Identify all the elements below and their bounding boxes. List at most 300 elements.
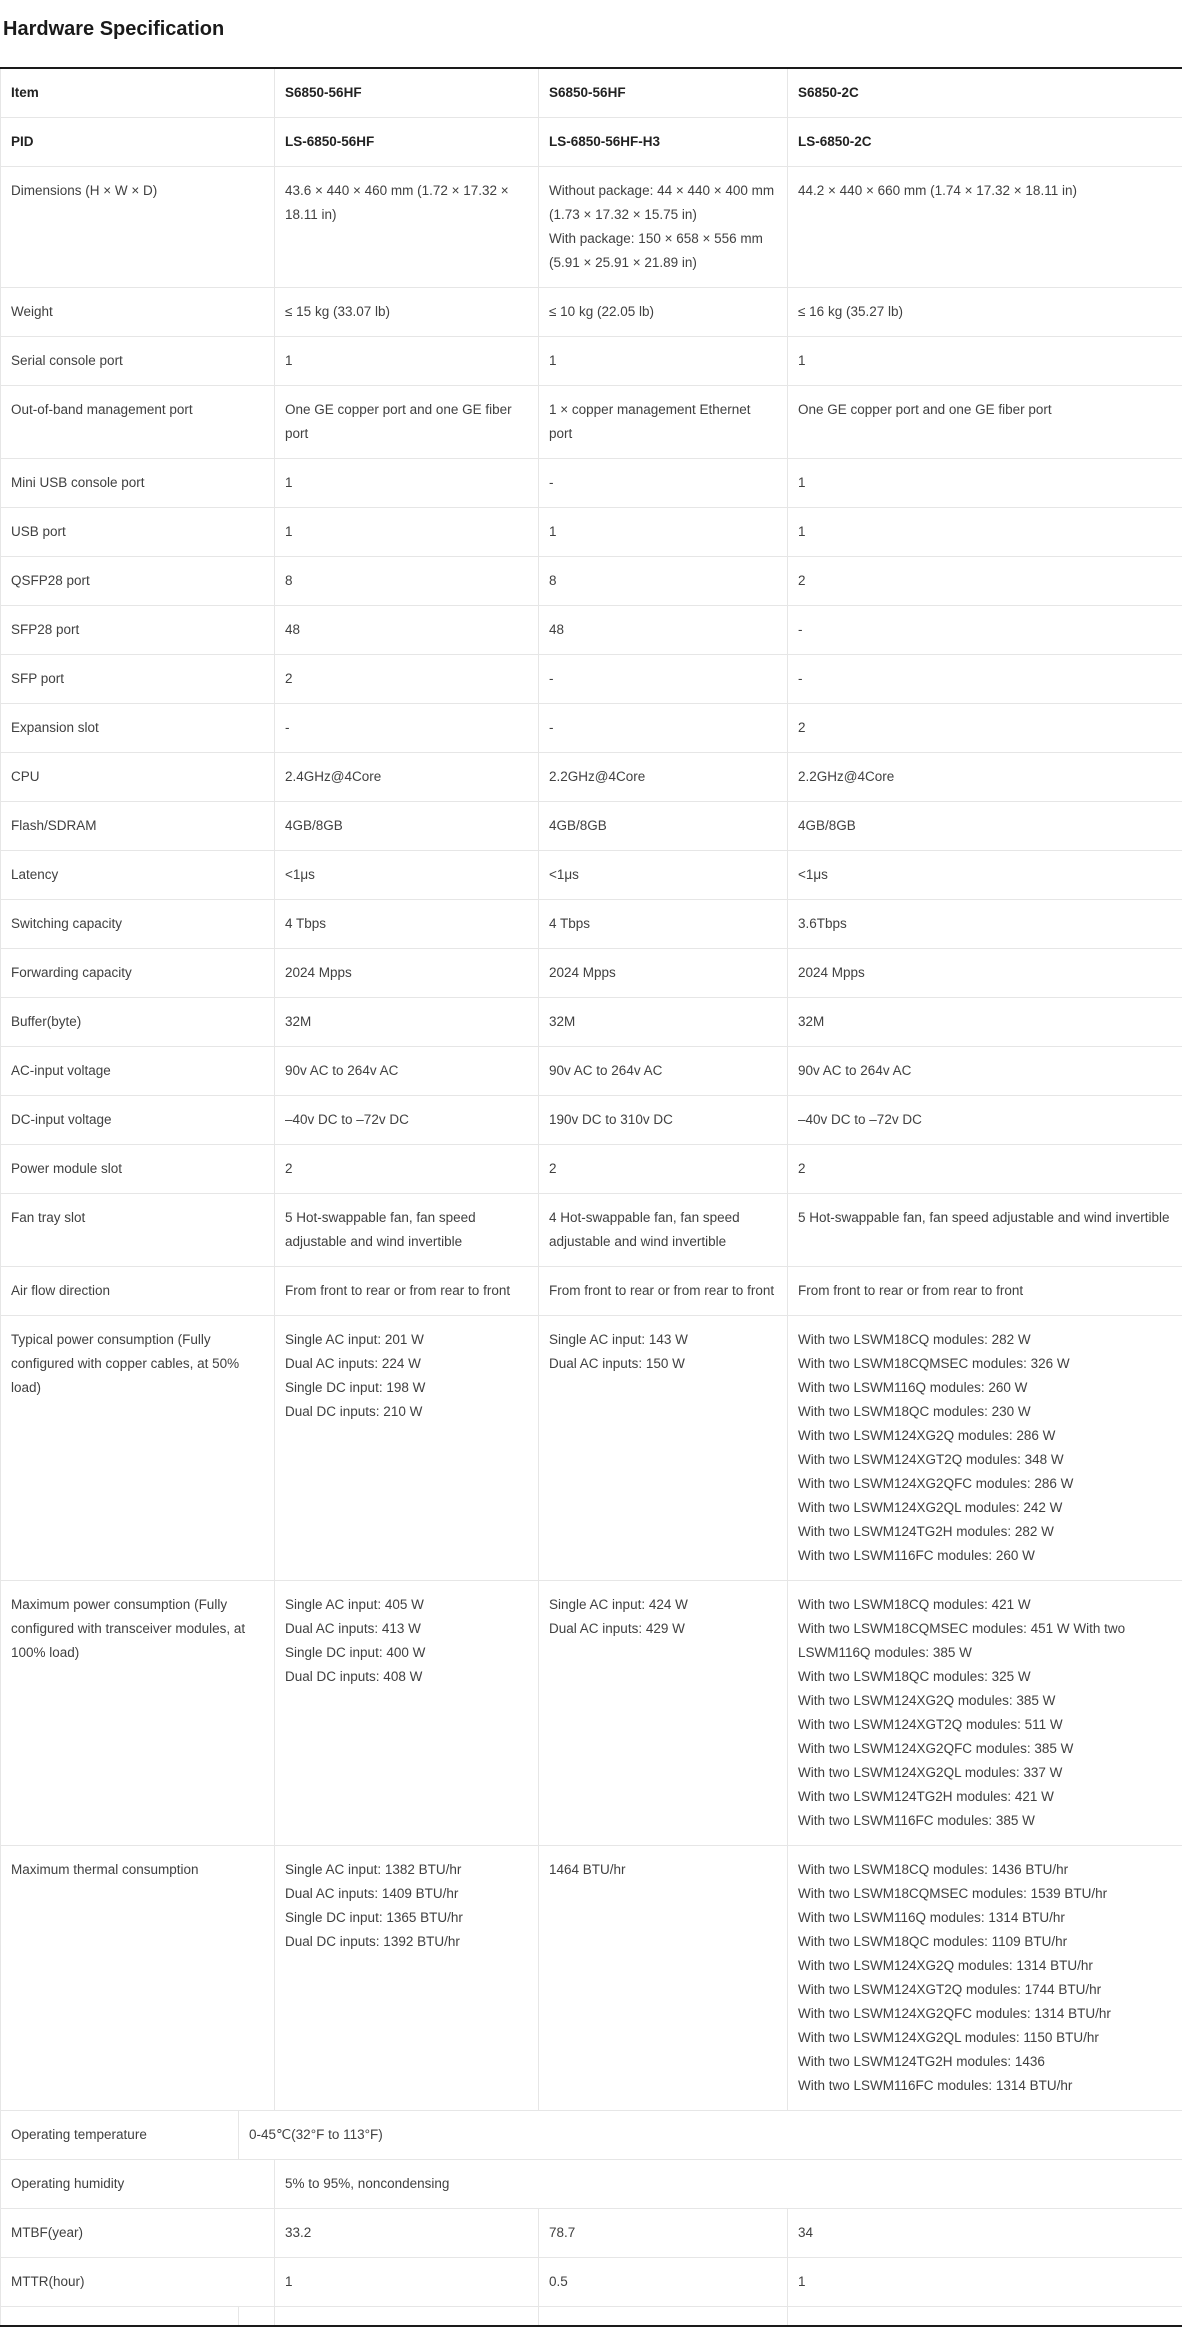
spec-value-1 <box>275 802 539 851</box>
spec-value-3 <box>788 386 1182 459</box>
spec-value-1 <box>275 1145 539 1194</box>
cell-text: From front to rear or from rear to front <box>285 1279 528 1303</box>
spec-value-3 <box>788 900 1182 949</box>
cell-text: 3.6Tbps <box>798 912 1173 936</box>
spec-label <box>1 1145 275 1194</box>
cell-text: Single AC input: 143 W <box>549 1328 777 1352</box>
table-row <box>1 1846 1182 2111</box>
spec-label <box>1 606 275 655</box>
cell-text: One GE copper port and one GE fiber port <box>798 398 1173 422</box>
spec-value-1 <box>275 288 539 337</box>
cell-text: Dual AC inputs: 224 W <box>285 1352 528 1376</box>
cell-text: S6850-2C <box>798 81 1173 105</box>
cell-text: Dual AC inputs: 150 W <box>549 1352 777 1376</box>
cell-text: ≤ 10 kg (22.05 lb) <box>549 300 777 324</box>
cell-text: 1 <box>285 520 528 544</box>
page-title: Hardware Specification <box>3 16 224 42</box>
spec-value-1 <box>275 2209 539 2258</box>
cell-text: 48 <box>549 618 777 642</box>
cell-text: 2 <box>798 716 1173 740</box>
cell-text: 34 <box>798 2221 1173 2245</box>
cell-text: Weight <box>11 300 264 324</box>
cell-text: 2024 Mpps <box>285 961 528 985</box>
cell-text: 4 Tbps <box>549 912 777 936</box>
spec-value-1 <box>275 1267 539 1316</box>
cell-text: <1μs <box>798 863 1173 887</box>
cell-text: Fan tray slot <box>11 1206 264 1230</box>
spec-value-3 <box>788 1096 1182 1145</box>
table-row <box>1 802 1182 851</box>
spec-label <box>1 386 275 459</box>
cell-text: With two LSWM124XG2QFC modules: 286 W <box>798 1472 1173 1496</box>
cell-text: With two LSWM18CQMSEC modules: 326 W <box>798 1352 1173 1376</box>
spec-value-1 <box>275 1096 539 1145</box>
cell-text: LS-6850-56HF-H3 <box>549 130 777 154</box>
spec-label <box>1 2209 275 2258</box>
spec-value-1 <box>275 386 539 459</box>
cell-text: With two LSWM124XG2Q modules: 385 W <box>798 1689 1173 1713</box>
cell-text: Out-of-band management port <box>11 398 264 422</box>
operating-temperature-label <box>1 2111 239 2160</box>
spec-value-2 <box>539 118 788 167</box>
cell-text: Latency <box>11 863 264 887</box>
table-row <box>1 1267 1182 1316</box>
cell-text: With two LSWM124XG2QL modules: 337 W <box>798 1761 1173 1785</box>
empty-cell <box>788 2307 1182 2326</box>
spec-value-2 <box>539 900 788 949</box>
spec-value-1 <box>275 998 539 1047</box>
table-row <box>1 1096 1182 1145</box>
cell-text: 90v AC to 264v AC <box>549 1059 777 1083</box>
cell-text: ≤ 16 kg (35.27 lb) <box>798 300 1173 324</box>
spec-value-2 <box>539 802 788 851</box>
spec-value-1 <box>275 1047 539 1096</box>
cell-text: - <box>798 618 1173 642</box>
cell-text: 1464 BTU/hr <box>549 1858 777 1882</box>
cell-text: With two LSWM124TG2H modules: 282 W <box>798 1520 1173 1544</box>
spec-value-2 <box>539 704 788 753</box>
cell-text: 2 <box>285 1157 528 1181</box>
cell-text: Buffer(byte) <box>11 1010 264 1034</box>
cell-text: Single AC input: 1382 BTU/hr <box>285 1858 528 1882</box>
table-row <box>1 1145 1182 1194</box>
empty-cell <box>539 2307 788 2326</box>
spec-value-1 <box>275 704 539 753</box>
table-row <box>1 900 1182 949</box>
empty-cell <box>275 2307 539 2326</box>
cell-text: LS-6850-56HF <box>285 130 528 154</box>
spec-value-3 <box>788 606 1182 655</box>
spec-value-2 <box>539 167 788 288</box>
cell-text: Single DC input: 400 W <box>285 1641 528 1665</box>
cell-text: SFP28 port <box>11 618 264 642</box>
cell-text: 43.6 × 440 × 460 mm (1.72 × 17.32 × 18.11 in) <box>285 179 528 227</box>
cell-text: With two LSWM124XG2QFC modules: 1314 BTU/hr <box>798 2002 1173 2026</box>
spec-label <box>1 949 275 998</box>
spec-label <box>1 69 275 118</box>
cell-text: Single DC input: 198 W <box>285 1376 528 1400</box>
spec-value-2 <box>539 949 788 998</box>
cell-text: 2 <box>285 667 528 691</box>
cell-text: Forwarding capacity <box>11 961 264 985</box>
cell-text: Typical power consumption (Fully configured with copper cables, at 50% load) <box>11 1328 264 1400</box>
spec-label <box>1 557 275 606</box>
table-row <box>1 1581 1182 1846</box>
spec-value-1 <box>275 2258 539 2307</box>
table-row <box>1 1047 1182 1096</box>
cell-text: Single DC input: 1365 BTU/hr <box>285 1906 528 1930</box>
spec-value-2 <box>539 1846 788 2111</box>
spec-value-2 <box>539 1194 788 1267</box>
cell-text: With two LSWM116Q modules: 260 W <box>798 1376 1173 1400</box>
cell-text: With two LSWM18QC modules: 230 W <box>798 1400 1173 1424</box>
spec-value-1 <box>275 1846 539 2111</box>
spec-value-1 <box>275 753 539 802</box>
spec-value-1 <box>275 459 539 508</box>
table-row <box>1 386 1182 459</box>
table-row <box>1 606 1182 655</box>
spec-value-3 <box>788 167 1182 288</box>
cell-text: <1μs <box>285 863 528 887</box>
cell-text: 5% to 95%, noncondensing <box>285 2172 1173 2196</box>
spec-value-3 <box>788 2258 1182 2307</box>
table-row <box>1 508 1182 557</box>
cell-text: One GE copper port and one GE fiber port <box>285 398 528 446</box>
cell-text: 90v AC to 264v AC <box>798 1059 1173 1083</box>
cell-text: Dual AC inputs: 429 W <box>549 1617 777 1641</box>
cell-text: Without package: 44 × 440 × 400 mm (1.73 × 17.32 × 15.75 in) <box>549 179 777 227</box>
cell-text: - <box>549 471 777 495</box>
cell-text: Maximum power consumption (Fully configured with transceiver modules, at 100% load) <box>11 1593 264 1665</box>
spec-value-2 <box>539 69 788 118</box>
cell-text: With two LSWM18QC modules: 1109 BTU/hr <box>798 1930 1173 1954</box>
cell-text: Dual DC inputs: 1392 BTU/hr <box>285 1930 528 1954</box>
spec-value-3 <box>788 69 1182 118</box>
spec-value-1 <box>275 1316 539 1581</box>
cell-text: Single AC input: 201 W <box>285 1328 528 1352</box>
spec-value-2 <box>539 2209 788 2258</box>
cell-text: ≤ 15 kg (33.07 lb) <box>285 300 528 324</box>
cell-text: Operating temperature <box>11 2123 228 2147</box>
cell-text: <1μs <box>549 863 777 887</box>
table-row <box>1 1194 1182 1267</box>
spec-value-3 <box>788 288 1182 337</box>
table-row <box>1 2209 1182 2258</box>
cell-text: With two LSWM116FC modules: 385 W <box>798 1809 1173 1833</box>
spec-value-2 <box>539 459 788 508</box>
cell-text: 1 <box>285 2270 528 2294</box>
spec-value-2 <box>539 753 788 802</box>
cell-text: With two LSWM124TG2H modules: 421 W <box>798 1785 1173 1809</box>
cell-text: Dual AC inputs: 1409 BTU/hr <box>285 1882 528 1906</box>
spec-label <box>1 851 275 900</box>
operating-humidity-value <box>275 2160 1182 2209</box>
spec-value-3 <box>788 851 1182 900</box>
spec-value-3 <box>788 655 1182 704</box>
spec-label <box>1 508 275 557</box>
spec-label <box>1 2258 275 2307</box>
cell-text: 78.7 <box>549 2221 777 2245</box>
cell-text: With two LSWM124XG2QL modules: 1150 BTU/hr <box>798 2026 1173 2050</box>
table-row <box>1 2111 1182 2160</box>
empty-cell <box>1 2307 239 2326</box>
cell-text: With two LSWM18CQMSEC modules: 451 W With two LSWM116Q modules: 385 W <box>798 1617 1173 1665</box>
cell-text: With two LSWM116FC modules: 1314 BTU/hr <box>798 2074 1173 2098</box>
cell-text: Single AC input: 405 W <box>285 1593 528 1617</box>
table-row <box>1 337 1182 386</box>
spec-value-3 <box>788 508 1182 557</box>
cell-text: 5 Hot-swappable fan, fan speed adjustable and wind invertible <box>798 1206 1173 1230</box>
cell-text: 1 <box>285 349 528 373</box>
spec-value-1 <box>275 337 539 386</box>
cell-text: LS-6850-2C <box>798 130 1173 154</box>
spec-label <box>1 288 275 337</box>
cell-text: 48 <box>285 618 528 642</box>
cell-text: Dual AC inputs: 413 W <box>285 1617 528 1641</box>
cell-text: 0.5 <box>549 2270 777 2294</box>
spec-label <box>1 118 275 167</box>
cell-text: With package: 150 × 658 × 556 mm (5.91 × 25.91 × 21.89 in) <box>549 227 777 275</box>
cell-text: Dimensions (H × W × D) <box>11 179 264 203</box>
cell-text: 1 <box>798 2270 1173 2294</box>
cell-text: 4 Tbps <box>285 912 528 936</box>
spec-value-3 <box>788 557 1182 606</box>
cell-text: With two LSWM116Q modules: 1314 BTU/hr <box>798 1906 1173 1930</box>
spec-value-3 <box>788 1047 1182 1096</box>
table-row <box>1 2307 1182 2326</box>
spec-label <box>1 900 275 949</box>
spec-label <box>1 167 275 288</box>
cell-text: 4GB/8GB <box>285 814 528 838</box>
cell-text: Serial console port <box>11 349 264 373</box>
spec-value-1 <box>275 606 539 655</box>
spec-value-3 <box>788 1267 1182 1316</box>
spec-value-3 <box>788 998 1182 1047</box>
spec-value-1 <box>275 118 539 167</box>
cell-text: 2.2GHz@4Core <box>798 765 1173 789</box>
cell-text: 44.2 × 440 × 660 mm (1.74 × 17.32 × 18.11 in) <box>798 179 1173 203</box>
cell-text: With two LSWM124XG2Q modules: 1314 BTU/hr <box>798 1954 1173 1978</box>
spec-value-2 <box>539 1145 788 1194</box>
cell-text: PID <box>11 130 264 154</box>
cell-text: 33.2 <box>285 2221 528 2245</box>
cell-text: Switching capacity <box>11 912 264 936</box>
cell-text: With two LSWM18CQ modules: 421 W <box>798 1593 1173 1617</box>
table-row <box>1 998 1182 1047</box>
cell-text: Mini USB console port <box>11 471 264 495</box>
cell-text: With two LSWM18CQMSEC modules: 1539 BTU/hr <box>798 1882 1173 1906</box>
cell-text: DC-input voltage <box>11 1108 264 1132</box>
spec-label <box>1 1096 275 1145</box>
spec-value-2 <box>539 1581 788 1846</box>
spec-label <box>1 337 275 386</box>
table-row <box>1 557 1182 606</box>
cell-text: With two LSWM124XG2QFC modules: 385 W <box>798 1737 1173 1761</box>
operating-temperature-value <box>239 2111 1182 2160</box>
cell-text: With two LSWM18CQ modules: 282 W <box>798 1328 1173 1352</box>
spec-value-3 <box>788 1145 1182 1194</box>
spec-value-3 <box>788 1846 1182 2111</box>
cell-text: 90v AC to 264v AC <box>285 1059 528 1083</box>
cell-text: 1 <box>798 471 1173 495</box>
cell-text: Power module slot <box>11 1157 264 1181</box>
spec-label <box>1 802 275 851</box>
spec-label <box>1 1047 275 1096</box>
spec-value-2 <box>539 655 788 704</box>
cell-text: Expansion slot <box>11 716 264 740</box>
cell-text: 32M <box>549 1010 777 1034</box>
spec-label <box>1 459 275 508</box>
spec-value-2 <box>539 1096 788 1145</box>
spec-table-container <box>0 67 1182 2327</box>
table-row <box>1 2160 1182 2209</box>
cell-text: Air flow direction <box>11 1279 264 1303</box>
table-row <box>1 655 1182 704</box>
cell-text: 190v DC to 310v DC <box>549 1108 777 1132</box>
cell-text: 1 <box>798 520 1173 544</box>
cell-text: 2 <box>798 569 1173 593</box>
spec-table <box>0 69 1182 2325</box>
spec-value-2 <box>539 1267 788 1316</box>
cell-text: 0-45℃(32°F to 113°F) <box>249 2123 1173 2147</box>
cell-text: 2.4GHz@4Core <box>285 765 528 789</box>
cell-text: With two LSWM18QC modules: 325 W <box>798 1665 1173 1689</box>
cell-text: 2 <box>549 1157 777 1181</box>
cell-text: - <box>798 667 1173 691</box>
table-row <box>1 288 1182 337</box>
table-row <box>1 118 1182 167</box>
spec-value-1 <box>275 1581 539 1846</box>
spec-value-1 <box>275 557 539 606</box>
cell-text: –40v DC to –72v DC <box>285 1108 528 1132</box>
cell-text: Dual DC inputs: 408 W <box>285 1665 528 1689</box>
spec-label <box>1 1267 275 1316</box>
cell-text: With two LSWM124XGT2Q modules: 1744 BTU/hr <box>798 1978 1173 2002</box>
cell-text: With two LSWM124XG2Q modules: 286 W <box>798 1424 1173 1448</box>
spec-value-2 <box>539 337 788 386</box>
spec-value-1 <box>275 167 539 288</box>
table-row <box>1 704 1182 753</box>
spec-label <box>1 655 275 704</box>
spec-value-1 <box>275 69 539 118</box>
spec-value-2 <box>539 508 788 557</box>
table-row <box>1 1316 1182 1581</box>
cell-text: CPU <box>11 765 264 789</box>
table-row <box>1 753 1182 802</box>
spec-value-3 <box>788 118 1182 167</box>
cell-text: 4GB/8GB <box>549 814 777 838</box>
cell-text: With two LSWM18CQ modules: 1436 BTU/hr <box>798 1858 1173 1882</box>
spec-value-3 <box>788 1581 1182 1846</box>
cell-text: 4 Hot-swappable fan, fan speed adjustable and wind invertible <box>549 1206 777 1254</box>
spec-value-1 <box>275 851 539 900</box>
spec-label <box>1 1194 275 1267</box>
cell-text: With two LSWM116FC modules: 260 W <box>798 1544 1173 1568</box>
spec-value-3 <box>788 337 1182 386</box>
cell-text: 8 <box>285 569 528 593</box>
cell-text: 2 <box>798 1157 1173 1181</box>
cell-text: 1 <box>549 349 777 373</box>
table-row <box>1 949 1182 998</box>
cell-text: MTTR(hour) <box>11 2270 264 2294</box>
spec-value-3 <box>788 949 1182 998</box>
cell-text: 1 <box>798 349 1173 373</box>
operating-humidity-label <box>1 2160 275 2209</box>
spec-value-2 <box>539 1047 788 1096</box>
spec-value-3 <box>788 2209 1182 2258</box>
cell-text: MTBF(year) <box>11 2221 264 2245</box>
cell-text: Item <box>11 81 264 105</box>
spec-value-3 <box>788 1194 1182 1267</box>
cell-text: 1 <box>285 471 528 495</box>
cell-text: With two LSWM124TG2H modules: 1436 <box>798 2050 1173 2074</box>
spec-value-2 <box>539 288 788 337</box>
spec-value-2 <box>539 851 788 900</box>
spec-value-1 <box>275 949 539 998</box>
cell-text: –40v DC to –72v DC <box>798 1108 1173 1132</box>
spec-label <box>1 753 275 802</box>
cell-text: 2024 Mpps <box>549 961 777 985</box>
cell-text: S6850-56HF <box>285 81 528 105</box>
spec-label <box>1 1316 275 1581</box>
cell-text: Single AC input: 424 W <box>549 1593 777 1617</box>
spec-value-2 <box>539 606 788 655</box>
cell-text: USB port <box>11 520 264 544</box>
spec-value-2 <box>539 998 788 1047</box>
cell-text: - <box>549 716 777 740</box>
cell-text: Flash/SDRAM <box>11 814 264 838</box>
spec-value-3 <box>788 753 1182 802</box>
cell-text: With two LSWM124XGT2Q modules: 348 W <box>798 1448 1173 1472</box>
spec-value-3 <box>788 459 1182 508</box>
spec-value-3 <box>788 802 1182 851</box>
spec-value-3 <box>788 704 1182 753</box>
empty-cell <box>239 2307 275 2326</box>
cell-text: 32M <box>798 1010 1173 1034</box>
cell-text: 2.2GHz@4Core <box>549 765 777 789</box>
spec-label <box>1 998 275 1047</box>
cell-text: From front to rear or from rear to front <box>798 1279 1173 1303</box>
cell-text: Maximum thermal consumption <box>11 1858 264 1882</box>
cell-text: 32M <box>285 1010 528 1034</box>
cell-text: AC-input voltage <box>11 1059 264 1083</box>
table-row <box>1 851 1182 900</box>
cell-text: S6850-56HF <box>549 81 777 105</box>
table-row <box>1 2258 1182 2307</box>
table-row <box>1 459 1182 508</box>
spec-value-3 <box>788 1316 1182 1581</box>
spec-value-2 <box>539 1316 788 1581</box>
table-row <box>1 167 1182 288</box>
spec-value-1 <box>275 508 539 557</box>
cell-text: 1 × copper management Ethernet port <box>549 398 777 446</box>
cell-text: 1 <box>549 520 777 544</box>
spec-value-1 <box>275 900 539 949</box>
cell-text: Operating humidity <box>11 2172 264 2196</box>
cell-text: - <box>285 716 528 740</box>
cell-text: With two LSWM124XG2QL modules: 242 W <box>798 1496 1173 1520</box>
cell-text: 2024 Mpps <box>798 961 1173 985</box>
table-row <box>1 69 1182 118</box>
cell-text: QSFP28 port <box>11 569 264 593</box>
cell-text: From front to rear or from rear to front <box>549 1279 777 1303</box>
spec-label <box>1 1846 275 2111</box>
cell-text: SFP port <box>11 667 264 691</box>
cell-text: With two LSWM124XGT2Q modules: 511 W <box>798 1713 1173 1737</box>
cell-text: 8 <box>549 569 777 593</box>
cell-text: 5 Hot-swappable fan, fan speed adjustable and wind invertible <box>285 1206 528 1254</box>
cell-text: 4GB/8GB <box>798 814 1173 838</box>
